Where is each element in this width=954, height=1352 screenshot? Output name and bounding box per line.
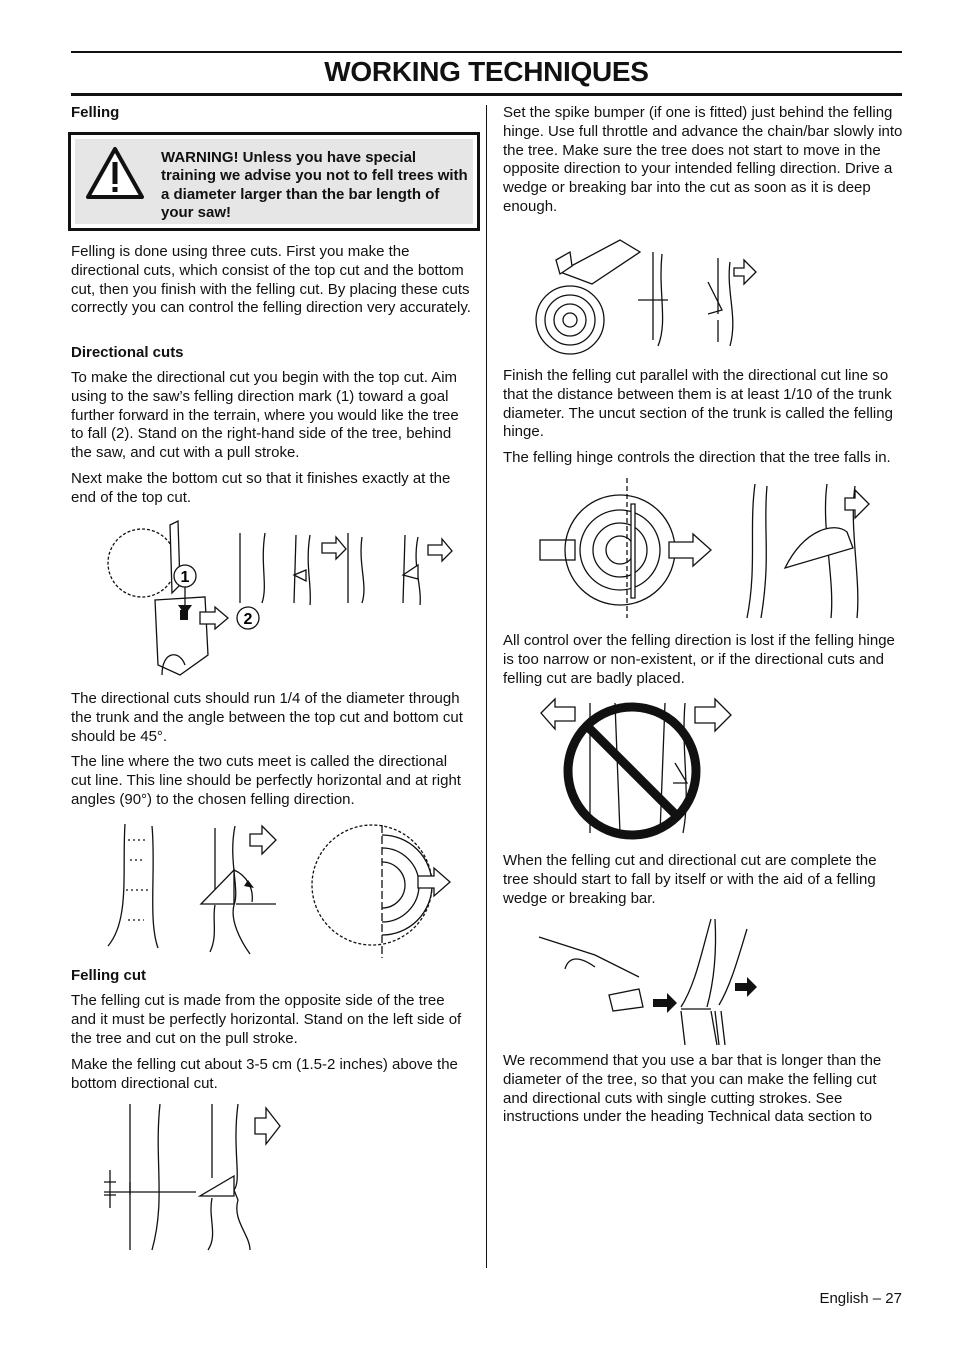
warning-box (68, 132, 480, 231)
title-rule (71, 93, 902, 96)
right-p1: Set the spike bumper (if one is fitted) just behind the felling hinge. Use full throttle and advance the chain/bar slowly into the tree. Make sure the tree does not start to move in the opposite direction to your intended felling direction. Drive a wedge or breaking bar into the cut as soon as it is deep enough. (503, 104, 903, 215)
figure-wedge-breaking-bar (535, 915, 765, 1050)
directional-p4: The line where the two cuts meet is called the directional cut line. This line should be perfectly horizontal and at right angles (90°) to the chosen felling direction. (71, 753, 461, 808)
tree-trunk-icon (403, 535, 452, 605)
tree-trunk-icon (240, 533, 265, 603)
right-p5: When the felling cut and directional cut are complete the tree should start to fall by itself or with the aid of a felling wedge or breaking bar. (503, 852, 877, 907)
warning-text: WARNING! Unless you have special training we advise you not to fell trees with a diameter larger than the bar length of your saw! (161, 149, 468, 221)
right-p4: All control over the felling direction is lost if the felling hinge is too narrow or non-existent, or if the directional cuts and felling cut are badly placed. (503, 632, 895, 687)
heading-felling-cut: Felling cut (71, 967, 146, 984)
marker-2: 2 (243, 611, 253, 628)
warning-triangle-icon (84, 145, 146, 201)
prohibited-icon (568, 707, 696, 835)
intro-paragraph (71, 243, 471, 318)
tree-trunk-icon (108, 824, 158, 948)
figure-directional-aim (100, 515, 470, 687)
directional-p1: To make the directional cut you begin with the top cut. Aim using to the saw’s felling direction mark (1) toward a goal further forward in the terrain, where you would like the tree to fall (2). Stand on the right-hand side of the tree, behind the saw, and cut with a pull stroke. (71, 369, 459, 462)
tree-trunk-icon (747, 484, 767, 618)
right-p3: The felling hinge controls the direction that the tree falls in. (503, 449, 891, 466)
top-rule (71, 51, 902, 53)
stump-cross-section (312, 825, 450, 958)
tree-trunk-icon (201, 826, 276, 954)
figure-felling-hinge (535, 478, 875, 626)
figure-directional-cut-line (100, 820, 470, 960)
page-footer: English – 27 (819, 1290, 902, 1307)
right-p6: We recommend that you use a bar that is longer than the diameter of the tree, so that you can make the felling cut and directional cuts with single cutting strokes. See instructions under the heading Technical data section to (503, 1052, 882, 1126)
tree-trunk-icon (708, 258, 756, 346)
tree-trunk-icon (294, 535, 346, 605)
tree-trunk-icon (348, 533, 364, 603)
tree-trunk-icon (638, 252, 668, 346)
stump-cross-section (565, 478, 675, 618)
page-title: WORKING TECHNIQUES (324, 56, 649, 87)
tree-trunk-icon (681, 919, 747, 1045)
figure-incorrect-hinge (535, 693, 735, 843)
column-divider (486, 105, 487, 1268)
tree-trunk-icon (785, 484, 869, 618)
directional-p3: The directional cuts should run 1/4 of the diameter through the trunk and the angle between the top cut and bottom cut should be 45°. (71, 690, 463, 745)
intro-text: Felling is done using three cuts. First you make the directional cuts, which consist of the top cut and the bottom cut, then you finish with the felling cut. By placing these cuts correctly you can control the felling direction very accurately. (71, 243, 471, 317)
heading-felling: Felling (71, 104, 120, 121)
heading-directional-cuts: Directional cuts (71, 344, 184, 361)
directional-p2: Next make the bottom cut so that it finishes exactly at the end of the top cut. (71, 470, 451, 506)
marker-1: 1 (180, 569, 190, 586)
felling-cut-p2: Make the felling cut about 3-5 cm (1.5-2 inches) above the bottom directional cut. (71, 1056, 458, 1092)
figure-spike-bumper (530, 222, 770, 362)
felling-cut-p1: The felling cut is made from the opposite side of the tree and it must be perfectly horizontal. Stand on the left side of the tree and cut on the pull stroke. (71, 992, 462, 1047)
right-p2: Finish the felling cut parallel with the directional cut line so that the distance between them is at least 1/10 of the trunk diameter. The uncut section of the trunk is called the felling hinge. (503, 367, 893, 441)
figure-felling-cut-height (100, 1100, 300, 1255)
stump-cross-section (536, 286, 604, 354)
